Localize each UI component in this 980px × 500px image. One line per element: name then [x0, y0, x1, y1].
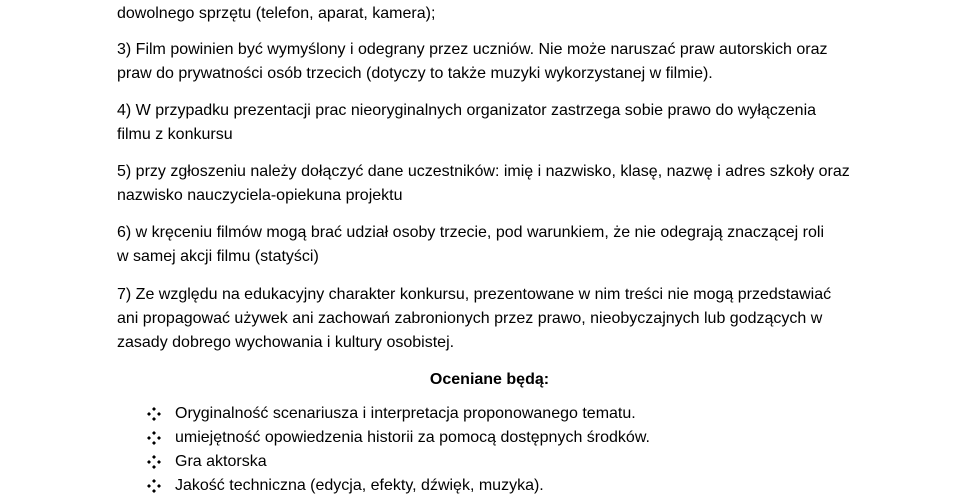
paragraph-line: 4) W przypadku prezentacji prac nieoryginalnych organizator zastrzega sobie prawo do wyłączenia — [117, 102, 817, 119]
paragraph-2-continuation — [117, 2, 435, 26]
evaluation-criteria-list — [147, 402, 650, 498]
paragraph-line: 6) w kręceniu filmów mogą brać udział osoby trzecie, pod warunkiem, że nie odegrają znaczącej roli — [117, 224, 824, 241]
criterion-text: Jakość techniczna (edycja, efekty, dźwięk, muzyka). — [175, 477, 544, 494]
four-diamond-bullet-icon — [147, 455, 161, 469]
paragraph-line: ani propagować używek ani zachowań zabronionych przez prawo, nieobyczajnych lub godzących w — [117, 310, 823, 327]
list-item — [147, 450, 650, 474]
list-item — [147, 474, 650, 498]
four-diamond-bullet-icon — [147, 407, 161, 421]
paragraph-line: dowolnego sprzętu (telefon, aparat, kamera); — [117, 5, 436, 22]
paragraph-line: w samej akcji filmu (statyści) — [117, 248, 319, 265]
list-item — [147, 426, 650, 450]
paragraph-line: praw do prywatności osób trzecich (dotyczy to także muzyki wykorzystanej w filmie). — [117, 65, 713, 82]
criterion-text: Oryginalność scenariusza i interpretacja proponowanego tematu. — [175, 405, 636, 422]
paragraph-line: 5) przy zgłoszeniu należy dołączyć dane uczestników: imię i nazwisko, klasę, nazwę i adres szkoły oraz — [117, 163, 850, 180]
paragraph-rule-3 — [117, 38, 828, 86]
paragraph-line: nazwisko nauczyciela-opiekuna projektu — [117, 187, 403, 204]
paragraph-rule-7 — [117, 283, 831, 355]
paragraph-rule-6 — [117, 221, 824, 269]
criterion-text: umiejętność opowiedzenia historii za pomocą dostępnych środków. — [175, 429, 650, 446]
four-diamond-bullet-icon — [147, 479, 161, 493]
evaluation-heading: Oceniane będą: — [429, 371, 550, 388]
paragraph-line: 7) Ze względu na edukacyjny charakter konkursu, prezentowane w nim treści nie mogą przedstawiać — [117, 286, 832, 303]
paragraph-rule-4 — [117, 99, 816, 147]
paragraph-line: filmu z konkursu — [117, 126, 233, 143]
criterion-text: Gra aktorska — [175, 453, 267, 470]
four-diamond-bullet-icon — [147, 431, 161, 445]
paragraph-line: 3) Film powinien być wymyślony i odegrany przez uczniów. Nie może naruszać praw autorskich oraz — [117, 41, 828, 58]
paragraph-line: zasady dobrego wychowania i kultury osobistej. — [117, 334, 455, 351]
paragraph-rule-5 — [117, 160, 850, 208]
list-item — [147, 402, 650, 426]
